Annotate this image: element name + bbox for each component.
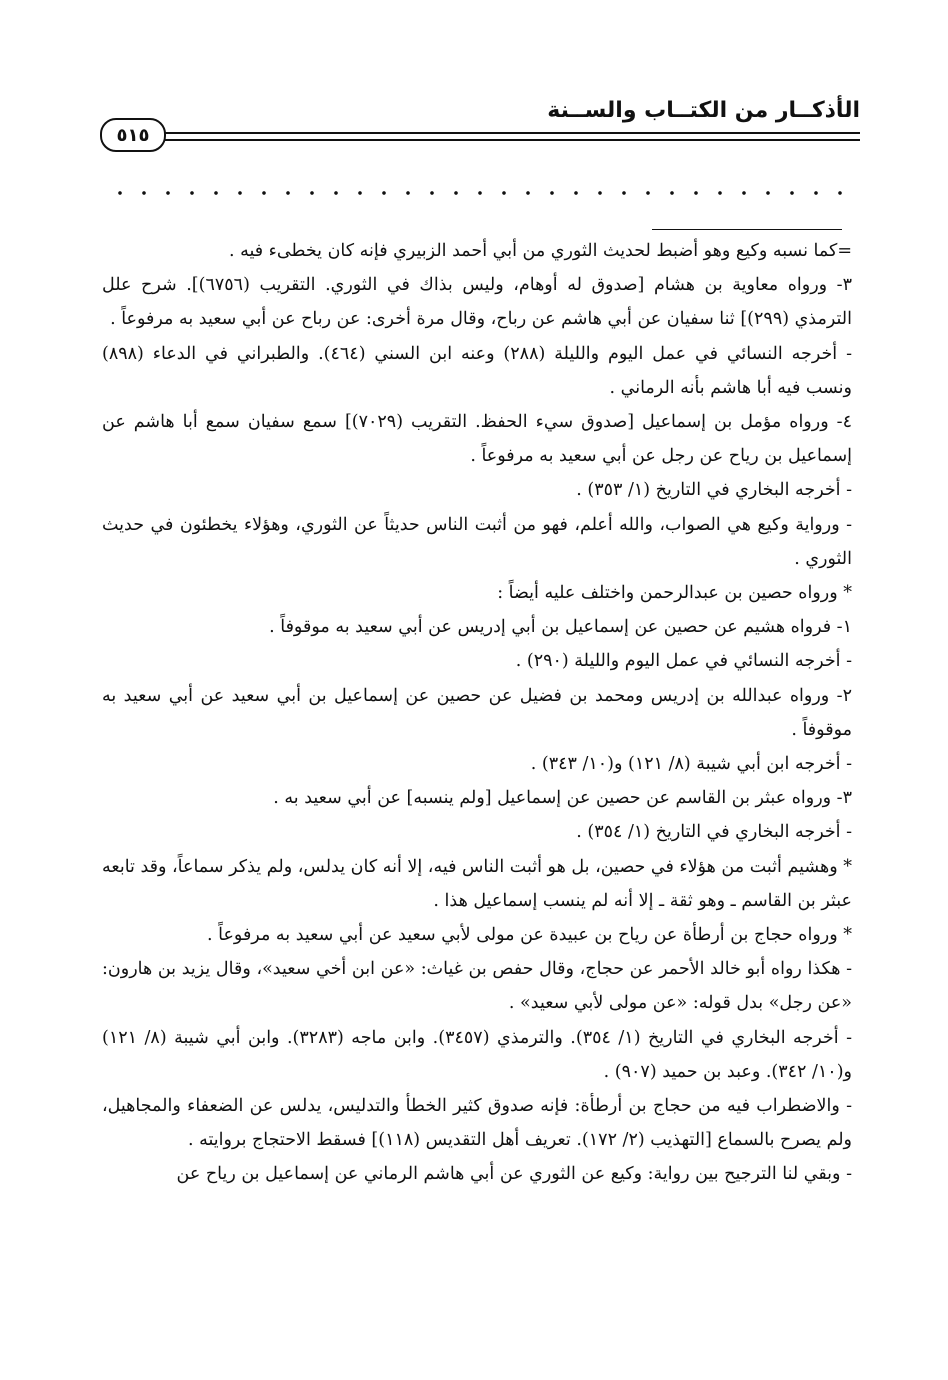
header-rule: [158, 132, 860, 141]
paragraph: ١- فرواه هشيم عن حصين عن إسماعيل بن أبي إدريس عن أبي سعيد به موقوفاً .: [269, 617, 852, 638]
footnote-rule: [652, 229, 842, 230]
running-title: الأذكــار من الكتــاب والســنة: [547, 98, 860, 123]
paragraph: - أخرجه البخاري في التاريخ (١/ ٣٥٤) .: [576, 822, 852, 843]
paragraph: =كما نسبه وكيع وهو أضبط لحديث الثوري من أبي أحمد الزبيري فإنه كان يخطىء فيه .: [228, 241, 852, 261]
paragraph: - ورواية وكيع هي الصواب، والله أعلم، فهو من أثبت الناس حديثاً عن الثوري، وهؤلاء يخطئون في حديث الثوري .: [102, 514, 852, 569]
paragraph: - وبقي لنا الترجيح بين رواية: وكيع عن الثوري عن أبي هاشم الرماني عن إسماعيل بن رياح عن: [176, 1164, 852, 1185]
paragraph: - أخرجه ابن أبي شيبة (٨/ ١٢١) و(١٠/ ٣٤٣) .: [530, 754, 852, 775]
paragraph: - أخرجه البخاري في التاريخ (١/ ٣٥٣) .: [576, 480, 852, 501]
footnote-body: [102, 234, 852, 1192]
paragraph: - أخرجه البخاري في التاريخ (١/ ٣٥٤). والترمذي (٣٤٥٧). وابن ماجه (٣٢٨٣). وابن أبي شيبة (٨/ ١٢١) و(١٠/ ٣٤٢). وعبد بن حميد (٩٠٧) .: [102, 1027, 852, 1082]
page-header: [100, 88, 860, 158]
paragraph: ٤- ورواه مؤمل بن إسماعيل [صدوق سيء الحفظ. التقريب (٧٠٢٩)] سمع سفيان سمع أبا هاشم عن إسماعيل بن رياح عن رجل عن أبي سعيد به مرفوعاً .: [102, 412, 852, 467]
paragraph: * وهشيم أثبت من هؤلاء في حصين، بل هو أثبت الناس فيه، إلا أنه كان يدلس، ولم يذكر سماعاً، وقد تابعه عبثر بن القاسم ـ وهو ثقة ـ إلا أنه لم ينسب إسماعيل هذا .: [102, 856, 852, 911]
paragraph: - والاضطراب فيه من حجاج بن أرطأة: فإنه صدوق كثير الخطأ والتدليس، يدلس عن الضعفاء والمجاهيل، ولم يصرح بالسماع [التهذيب (٢/ ١٧٢). تعريف أهل التقديس (١١٨)] فسقط الاحتجاج بروايته .: [102, 1096, 852, 1151]
paragraph: ٣- ورواه معاوية بن هشام [صدوق له أوهام، وليس بذاك في الثوري. التقريب (٦٧٥٦)]. شرح علل الترمذي (٢٩٩)] ثنا سفيان عن أبي هاشم عن رباح، وقال مرة أخرى: عن رباح عن أبي سعيد به مرفوعاً .: [102, 275, 852, 330]
paragraph: ٢- ورواه عبدالله بن إدريس ومحمد بن فضيل عن حصين عن إسماعيل بن أبي سعيد عن أبي سعيد به موقوفاً .: [102, 685, 852, 740]
page-number-badge: [100, 118, 166, 152]
paragraph: * ورواه حجاج بن أرطأة عن رياح بن عبيدة عن مولى لأبي سعيد عن أبي سعيد به مرفوعاً .: [207, 925, 852, 946]
dotted-separator: [112, 186, 852, 200]
page-number: ٥١٥: [116, 124, 150, 146]
paragraph: * ورواه حصين بن عبدالرحمن واختلف عليه أيضاً :: [497, 583, 852, 604]
paragraph: - أخرجه النسائي في عمل اليوم والليلة (٢٩٠) .: [515, 651, 852, 672]
paragraph: ٣- ورواه عبثر بن القاسم عن حصين عن إسماعيل [ولم ينسبه] عن أبي سعيد به .: [273, 788, 852, 809]
paragraph: - هكذا رواه أبو خالد الأحمر عن حجاج، وقال حفص بن غياث: «عن ابن أخي سعيد»، وقال يزيد بن هارون: «عن رجل» بدل قوله: «عن مولى لأبي سعيد» .: [102, 959, 852, 1014]
paragraph: - أخرجه النسائي في عمل اليوم والليلة (٢٨٨) وعنه ابن السني (٤٦٤). والطبراني في الدعاء (٨٩٨) ونسب فيه أبا هاشم بأنه الرماني .: [102, 343, 852, 398]
